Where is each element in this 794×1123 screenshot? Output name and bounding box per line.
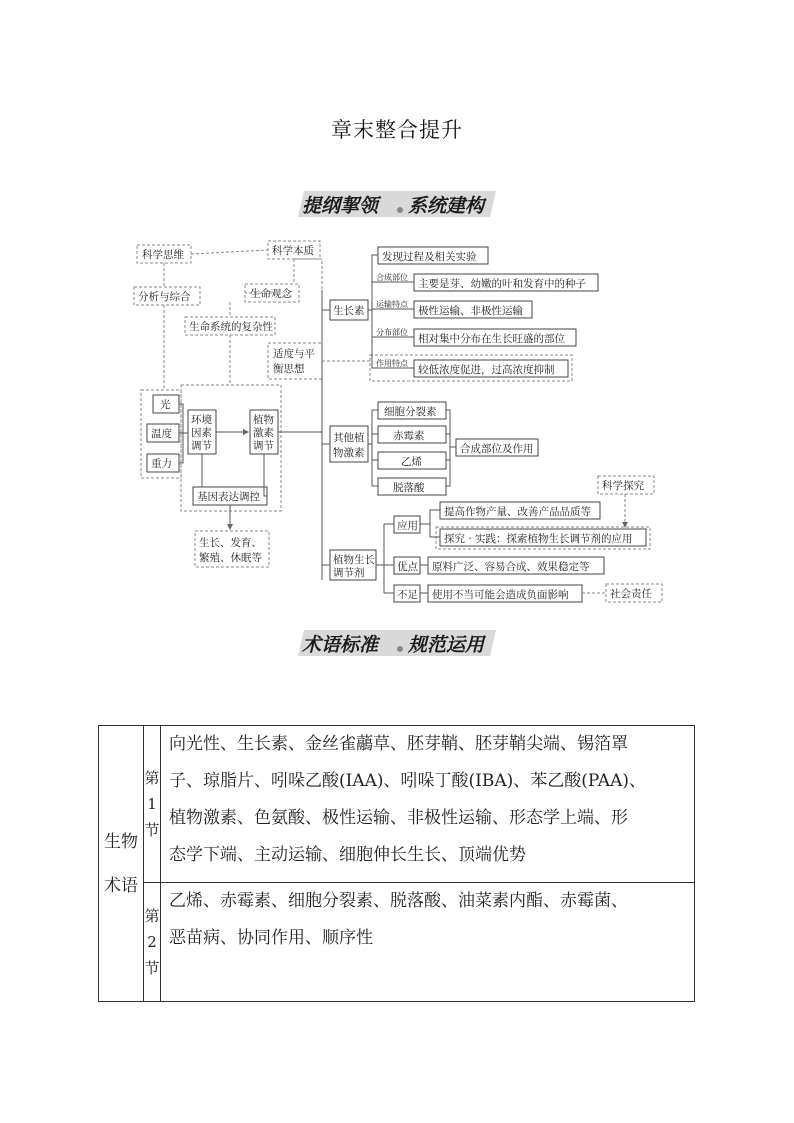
- auxin-effect-text: 较低浓度促进，过高浓度抑制: [418, 364, 555, 376]
- auxin-transport-text: 极性运输、非极性运输: [418, 305, 523, 317]
- app-yield-text: 提高作物产量、改善产品品质等: [444, 506, 591, 518]
- gene-expression-text: 基因表达调控: [197, 491, 260, 503]
- terms-line: 态学下端、主动运输、细胞伸长生长、顶端优势: [169, 845, 526, 865]
- disadvantage-detail-text: 使用不当可能会造成负面影响: [432, 589, 569, 601]
- science-thinking-text: 科学思维: [142, 249, 184, 261]
- outline-banner: [0, 189, 794, 219]
- growth-text-2: 繁殖、休眠等: [199, 552, 262, 564]
- section-label-char: 节: [144, 959, 160, 977]
- banner-dot-icon: [397, 207, 403, 213]
- page-title: 章末整合提升: [331, 118, 463, 142]
- auxin-synthesis-label: 合成部位: [376, 273, 408, 282]
- temperature-text: 温度: [151, 428, 172, 440]
- advantage-detail-text: 原料广泛、容易合成、效果稳定等: [432, 561, 590, 573]
- moderation-text-1: 适度与平: [273, 348, 315, 360]
- auxin-text: 生长素: [333, 305, 365, 317]
- other-hormones-text-2: 物激素: [333, 447, 365, 459]
- terms-line: 子、琼脂片、吲哚乙酸(IAA)、吲哚丁酸(IBA)、苯乙酸(PAA)、: [169, 771, 646, 791]
- science-essence-text: 科学本质: [272, 245, 314, 257]
- auxin-synthesis-text: 主要是芽、幼嫩的叶和发育中的种子: [418, 278, 586, 290]
- plant-text-3: 调节: [253, 440, 274, 452]
- abscisic-acid-text: 脱落酸: [393, 482, 425, 494]
- social-responsibility-text: 社会责任: [610, 588, 652, 600]
- section-label-char: 第: [144, 907, 160, 925]
- advantage-text: 优点: [397, 561, 418, 573]
- section-label-char: 2: [147, 933, 157, 951]
- env-text-3: 调节: [191, 440, 212, 452]
- terms-table: [98, 725, 695, 1002]
- row-header-cell: [99, 726, 144, 1002]
- row-header-line: 生物: [104, 831, 138, 852]
- moderation-text-2: 衡思想: [273, 363, 305, 375]
- plant-text-1: 植物: [253, 414, 274, 426]
- banner-left-text: 术语标准: [302, 634, 379, 656]
- plant-text-2: 激素: [253, 427, 274, 439]
- other-hormones-text-1: 其他植: [333, 432, 365, 444]
- regulator-text-1: 植物生长: [333, 554, 375, 566]
- app-inquiry-text: 探究 · 实践：探索植物生长调节剂的应用: [444, 533, 633, 545]
- auxin-distribution-text: 相对集中分布在生长旺盛的部位: [418, 333, 565, 345]
- life-complexity-text: 生命系统的复杂性: [189, 321, 273, 333]
- banner-right-text: 系统建构: [408, 195, 485, 217]
- terms-line: 植物激素、色氨酸、极性运输、非极性运输、形态学上端、形: [169, 808, 628, 828]
- auxin-distribution-label: 分布部位: [376, 328, 408, 337]
- auxin-discovery-text: 发现过程及相关实验: [382, 251, 477, 263]
- table-row: [99, 726, 695, 883]
- section-label-char: 1: [147, 795, 157, 813]
- banner-right-text: 规范运用: [408, 634, 485, 656]
- section-label-cell: [144, 726, 161, 883]
- section-label-cell: [144, 883, 161, 1002]
- section-label-char: 第: [144, 769, 160, 787]
- application-text: 应用: [397, 520, 418, 532]
- auxin-effect-label: 作用特点: [376, 359, 408, 368]
- synthesis-function-text: 合成部位及作用: [460, 443, 534, 455]
- science-inquiry-text: 科学探究: [602, 480, 644, 492]
- regulator-text-2: 调节剂: [333, 567, 365, 579]
- concept-map: [0, 230, 794, 610]
- cytokinin-text: 细胞分裂素: [384, 406, 437, 418]
- disadvantage-text: 不足: [397, 589, 418, 601]
- terms-line: 向光性、生长素、金丝雀虉草、胚芽鞘、胚芽鞘尖端、锡箔罩: [169, 734, 628, 754]
- terms-banner: [0, 628, 794, 658]
- table-row: [99, 883, 695, 1002]
- banner-dot-icon: [397, 646, 403, 652]
- light-text: 光: [160, 399, 171, 411]
- ethylene-text: 乙烯: [401, 456, 422, 468]
- gravity-text: 重力: [151, 458, 172, 470]
- section-terms-cell: [161, 883, 695, 1002]
- row-header-line: 术语: [104, 875, 138, 896]
- terms-line: 乙烯、赤霉素、细胞分裂素、脱落酸、油菜素内酯、赤霉菌、: [169, 891, 628, 911]
- gibberellin-text: 赤霉素: [393, 430, 425, 442]
- env-text-2: 因素: [191, 427, 212, 439]
- life-concept-text: 生命观念: [250, 288, 292, 300]
- banner-left-text: 提纲挈领: [302, 195, 379, 217]
- auxin-transport-label: 运输特点: [376, 300, 408, 309]
- terms-line: 恶苗病、协同作用、顺序性: [169, 928, 373, 948]
- section-terms-cell: [161, 726, 695, 883]
- analysis-synthesis-text: 分析与综合: [138, 291, 191, 303]
- growth-text-1: 生长、发育、: [199, 537, 262, 549]
- env-text-1: 环境: [191, 414, 212, 426]
- section-label-char: 节: [144, 821, 160, 839]
